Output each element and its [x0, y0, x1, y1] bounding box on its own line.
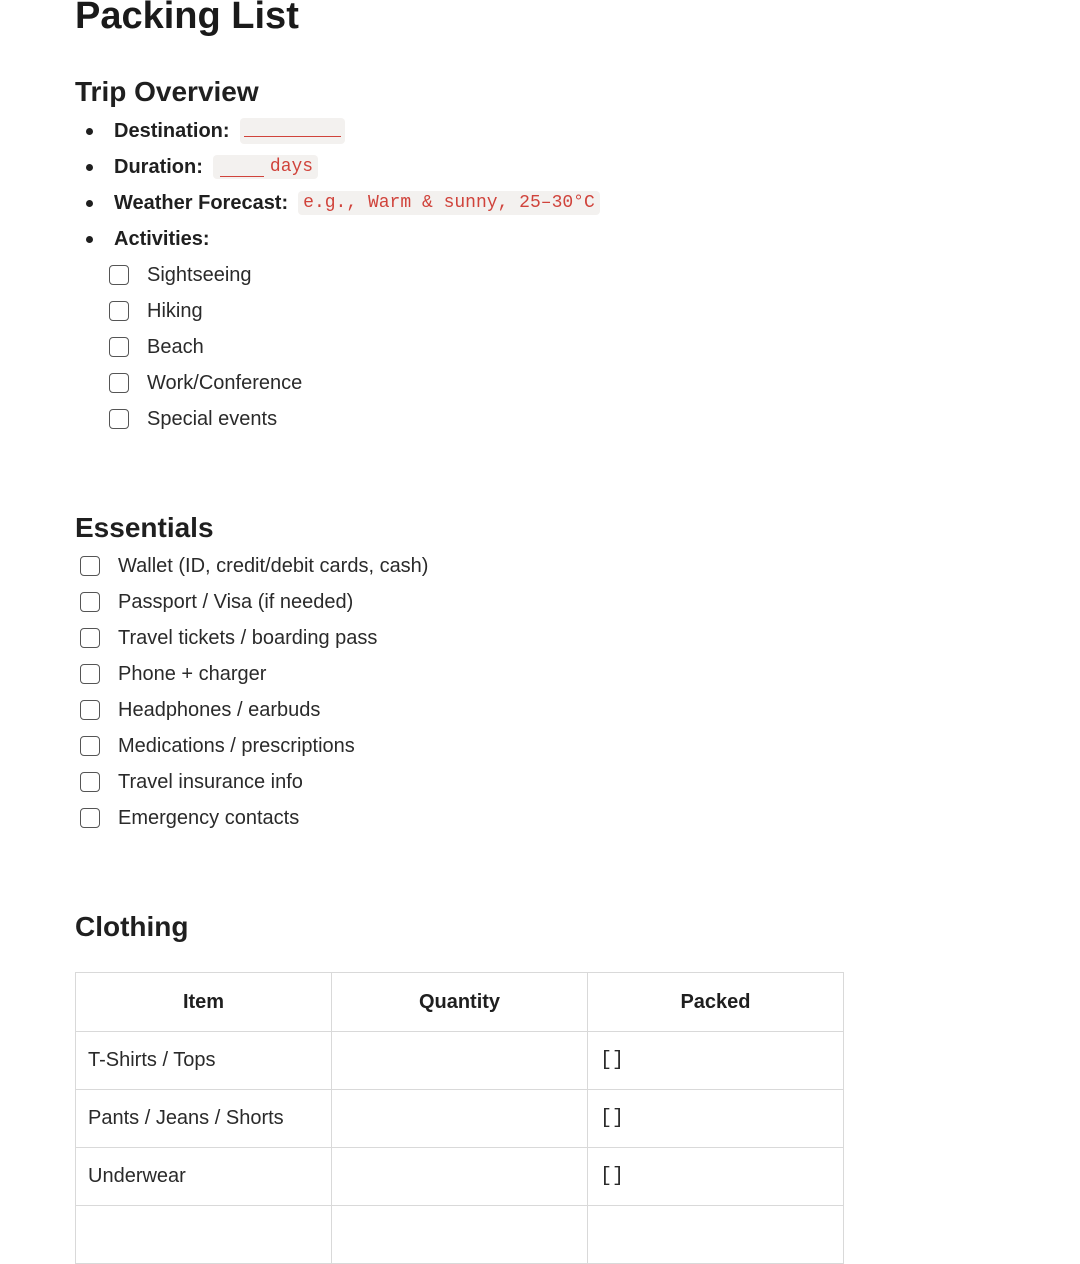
activity-item[interactable]: Sightseeing [109, 257, 252, 293]
duration-field[interactable] [213, 155, 318, 179]
checkbox[interactable] [109, 409, 129, 429]
essential-item[interactable]: Medications / prescriptions [80, 728, 355, 764]
quantity-cell[interactable] [332, 1090, 588, 1148]
checkbox[interactable] [80, 664, 100, 684]
destination-blank[interactable] [240, 118, 345, 144]
weather-row [86, 185, 600, 221]
essential-item[interactable]: Travel insurance info [80, 764, 303, 800]
essential-item[interactable]: Wallet (ID, credit/debit cards, cash) [80, 548, 428, 584]
bullet-icon [86, 236, 93, 243]
table-row [76, 1148, 844, 1206]
weather-label: Weather Forecast: [114, 191, 289, 214]
weather-value[interactable]: e.g., Warm & sunny, 25–30°C [298, 191, 600, 215]
packed-cell[interactable]: [] [588, 1090, 844, 1148]
essential-item[interactable]: Emergency contacts [80, 800, 299, 836]
checkbox[interactable] [109, 265, 129, 285]
essential-item[interactable]: Passport / Visa (if needed) [80, 584, 353, 620]
table-row [76, 1206, 844, 1264]
item-cell[interactable] [76, 1206, 332, 1264]
essentials-heading: Essentials [75, 512, 214, 543]
checkbox[interactable] [109, 373, 129, 393]
essential-item[interactable]: Travel tickets / boarding pass [80, 620, 377, 656]
activity-item[interactable]: Special events [109, 401, 277, 437]
duration-unit: days [269, 157, 314, 177]
clothing-heading: Clothing [75, 911, 189, 942]
checkbox[interactable] [109, 337, 129, 357]
essential-item[interactable]: Phone + charger [80, 656, 266, 692]
clothing-table [75, 972, 844, 1264]
duration-row [86, 149, 318, 185]
table-row [76, 1032, 844, 1090]
activity-item[interactable]: Hiking [109, 293, 203, 329]
trip-overview-heading: Trip Overview [75, 76, 259, 107]
duration-blank [220, 176, 264, 177]
quantity-cell[interactable] [332, 1148, 588, 1206]
bullet-icon [86, 128, 93, 135]
destination-label: Destination: [114, 119, 230, 142]
quantity-cell[interactable] [332, 1206, 588, 1264]
item-cell[interactable]: Pants / Jeans / Shorts [76, 1090, 332, 1148]
essential-item[interactable]: Headphones / earbuds [80, 692, 320, 728]
packed-cell[interactable]: [] [588, 1148, 844, 1206]
column-header-quantity: Quantity [332, 973, 588, 1032]
item-cell[interactable]: T-Shirts / Tops [76, 1032, 332, 1090]
column-header-packed: Packed [588, 973, 844, 1032]
checkbox[interactable] [80, 808, 100, 828]
bullet-icon [86, 164, 93, 171]
quantity-cell[interactable] [332, 1032, 588, 1090]
bullet-icon [86, 200, 93, 207]
activity-item[interactable]: Work/Conference [109, 365, 302, 401]
checkbox[interactable] [80, 556, 100, 576]
table-row [76, 1090, 844, 1148]
table-header-row [76, 973, 844, 1032]
destination-row [86, 113, 345, 149]
checkbox[interactable] [109, 301, 129, 321]
checkbox[interactable] [80, 736, 100, 756]
activities-label: Activities: [114, 227, 210, 250]
checkbox[interactable] [80, 628, 100, 648]
activities-row [86, 221, 220, 257]
page-title: Packing List [75, 0, 299, 37]
checkbox[interactable] [80, 592, 100, 612]
packed-cell[interactable] [588, 1206, 844, 1264]
packed-cell[interactable]: [] [588, 1032, 844, 1090]
checkbox[interactable] [80, 700, 100, 720]
activity-item[interactable]: Beach [109, 329, 204, 365]
checkbox[interactable] [80, 772, 100, 792]
item-cell[interactable]: Underwear [76, 1148, 332, 1206]
column-header-item: Item [76, 973, 332, 1032]
duration-label: Duration: [114, 155, 203, 178]
